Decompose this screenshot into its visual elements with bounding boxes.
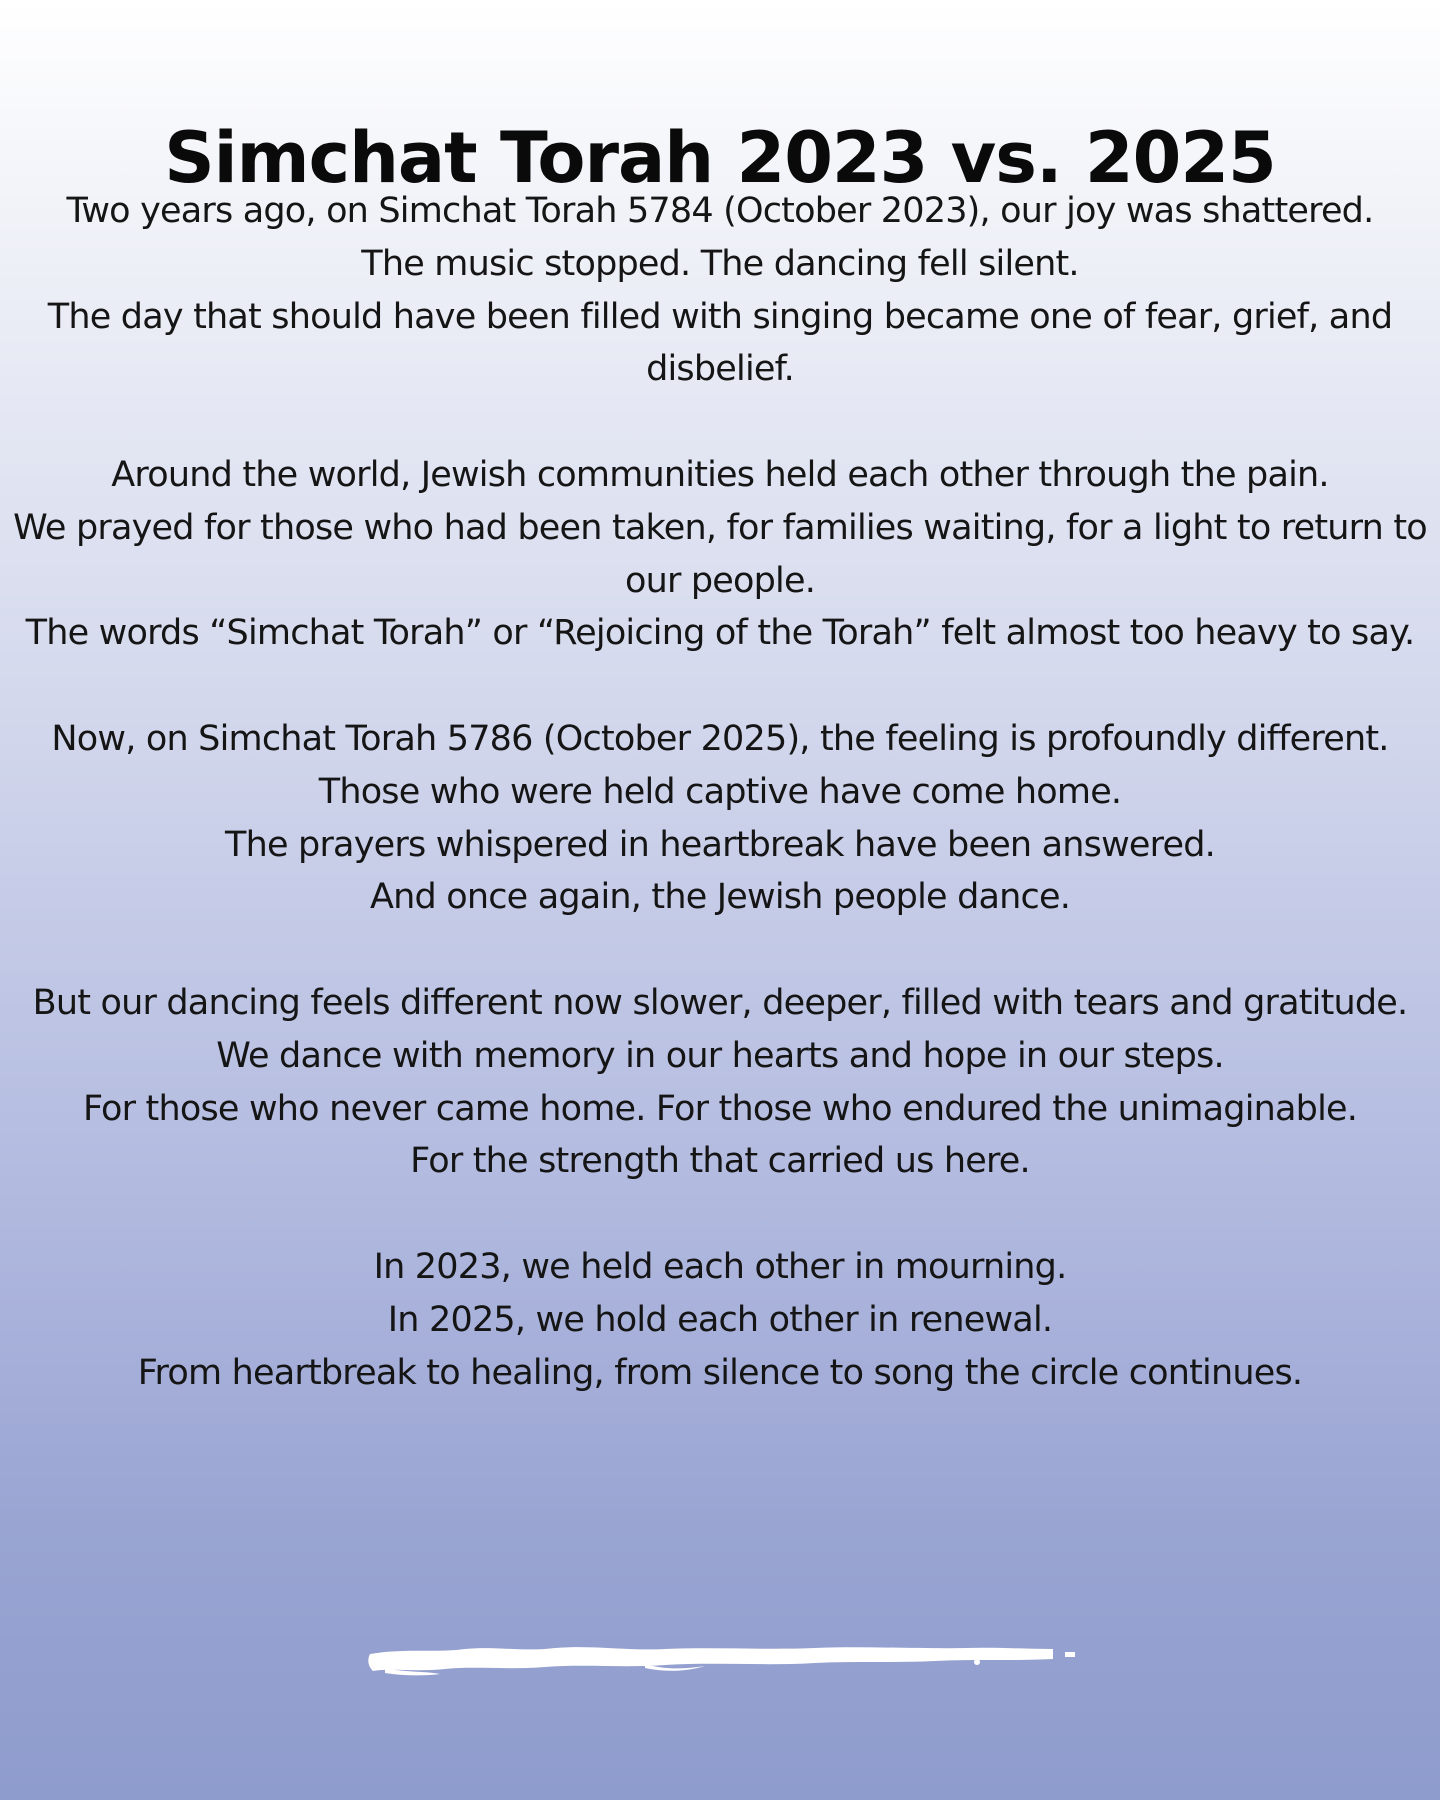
text-line: The prayers whispered in heartbreak have been answered. bbox=[225, 824, 1215, 865]
text-line: Those who were held captive have come home. bbox=[318, 771, 1122, 812]
body-text bbox=[10, 185, 1430, 1399]
text-line: For those who never came home. For those who endured the unimaginable. bbox=[82, 1088, 1358, 1129]
page-title: Simchat Torah 2023 vs. 2025 bbox=[164, 116, 1276, 199]
text-line: Around the world, Jewish communities held each other through the pain. bbox=[111, 454, 1329, 495]
text-line: In 2025, we hold each other in renewal. bbox=[387, 1299, 1053, 1340]
text-line: We prayed for those who had been taken, for families waiting, for a light to return to our people. bbox=[13, 507, 1427, 601]
text-line: The words “Simchat Torah” or “Rejoicing of the Torah” felt almost too heavy to say. bbox=[25, 613, 1415, 654]
paragraph-communities bbox=[10, 449, 1430, 660]
text-line: And once again, the Jewish people dance. bbox=[369, 877, 1071, 918]
text-line: We dance with memory in our hearts and hope in our steps. bbox=[216, 1035, 1224, 1076]
paragraph-dancing bbox=[10, 977, 1430, 1188]
text-line: In 2023, we held each other in mourning. bbox=[373, 1246, 1067, 1287]
paragraph-closing bbox=[10, 1241, 1430, 1399]
brush-stroke-divider bbox=[365, 1640, 1085, 1680]
paragraph-2023-shattered bbox=[10, 185, 1430, 396]
text-line: The day that should have been filled with singing became one of fear, grief, and disbelief. bbox=[47, 296, 1393, 390]
text-line: But our dancing feels different now slower, deeper, filled with tears and gratitude. bbox=[32, 982, 1408, 1023]
text-line: For the strength that carried us here. bbox=[410, 1141, 1030, 1182]
text-line: The music stopped. The dancing fell silent. bbox=[361, 243, 1079, 284]
text-line: From heartbreak to healing, from silence to song the circle continues. bbox=[137, 1352, 1303, 1393]
text-line: Now, on Simchat Torah 5786 (October 2025), the feeling is profoundly different. bbox=[51, 718, 1389, 759]
paragraph-2025-different bbox=[10, 713, 1430, 924]
text-line: Two years ago, on Simchat Torah 5784 (October 2023), our joy was shattered. bbox=[66, 191, 1374, 231]
